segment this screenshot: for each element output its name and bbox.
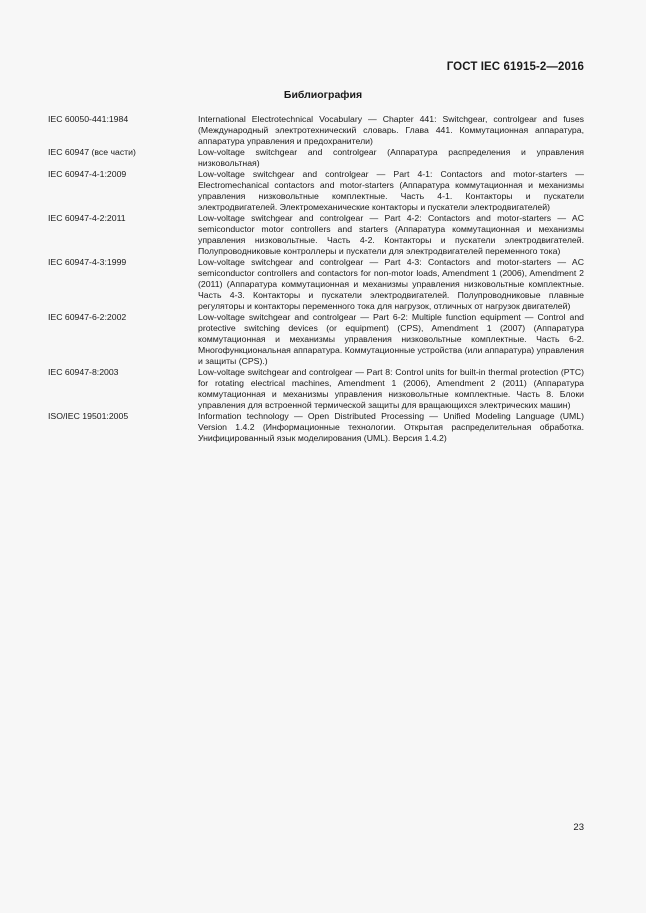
page-title: Библиография [283,89,363,101]
bibliography-entry [48,169,584,213]
entry-description: Low-voltage switchgear and controlgear (Аппаратура распределения и управления низковольтная) [198,147,584,168]
entry-description: Information technology — Open Distributed Processing — Unified Modeling Language (UML) Version 1.4.2 (Информационные технологии. Открытая распределительная обработка. Унифицированный язык моделирования (UML). Версия 1.4.2) [198,411,584,443]
bibliography-list [48,114,584,444]
bibliography-entry [48,257,584,312]
entry-description: Low-voltage switchgear and controlgear — Part 4-3: Contactors and motor-starters — AC semiconductor controllers and contactors for non-motor loads, Amendment 1 (2006), Amendment 2 (2011) (Аппаратура коммутационная и механизмы управления низковольтные комплектные. Часть 4-3. Контакторы и пускатели электродвигателей. Полупроводниковые плавные регуляторы и контакторы переменного тока для нагрузок, отличных от нагрузок двигателей) [198,257,584,311]
bibliography-entry [48,312,584,367]
standard-code: ГОСТ IEC 61915-2—2016 [446,61,584,73]
entry-description: Low-voltage switchgear and controlgear — Part 4-2: Contactors and motor-starters — AC semiconductor motor controllers and starters (Аппаратура коммутационная и механизмы управления низковольтные. Часть 4-2. Контакторы и пускатели электродвигателей. Полупроводниковые контроллеры и пускатели для электродвигателей переменного тока) [198,213,584,256]
entry-reference: ISO/IEC 19501:2005 [48,411,129,421]
bibliography-entry [48,213,584,257]
bibliography-entry [48,147,584,169]
entry-description: International Electrotechnical Vocabulary — Chapter 441: Switchgear, controlgear and fuses (Международный электротехнический словарь. Глава 441. Коммутационная аппаратура, аппаратура управления и предохранители) [198,114,584,146]
entry-reference: IEC 60947 (все части) [48,147,136,157]
entry-reference: IEC 60947-4-2:2011 [48,213,126,223]
page-number: 23 [573,822,584,833]
entry-reference: IEC 60947-4-1:2009 [48,169,127,179]
bibliography-entry [48,367,584,411]
entry-description: Low-voltage switchgear and controlgear — Part 4-1: Contactors and motor-starters — Electromechanical contactors and motor-starters (Аппаратура коммутационная и механизмы управления низковольтные комплектные. Часть 4-1. Контакторы и пускатели электродвигателей. Электромеханические контакторы и пускатели электродвигателей) [198,169,584,212]
bibliography-entry [48,114,584,147]
entry-reference: IEC 60050-441:1984 [48,114,129,124]
entry-description: Low-voltage switchgear and controlgear — Part 6-2: Multiple function equipment — Control and protective switching devices (or equipment) (CPS), Amendment 1 (2007) (Аппаратура коммутационная и механизмы управления низковольтные комплектные. Часть 6-2. Многофункциональная аппаратура. Коммутационные устройства (или аппаратура) управления и защиты (CPS).) [198,312,584,366]
entry-reference: IEC 60947-6-2:2002 [48,312,127,322]
entry-reference: IEC 60947-8:2003 [48,367,119,377]
bibliography-entry [48,411,584,444]
entry-reference: IEC 60947-4-3:1999 [48,257,127,267]
entry-description: Low-voltage switchgear and controlgear — Part 8: Control units for built-in thermal protection (PTC) for rotating electrical machines, Amendment 1 (2006), Amendment 2 (2011) (Аппаратура коммутационная и механизмы управления низковольтные комплектные. Часть 8. Блоки управления для встроенной термической защиты для вращающихся электрических машин) [198,367,584,410]
